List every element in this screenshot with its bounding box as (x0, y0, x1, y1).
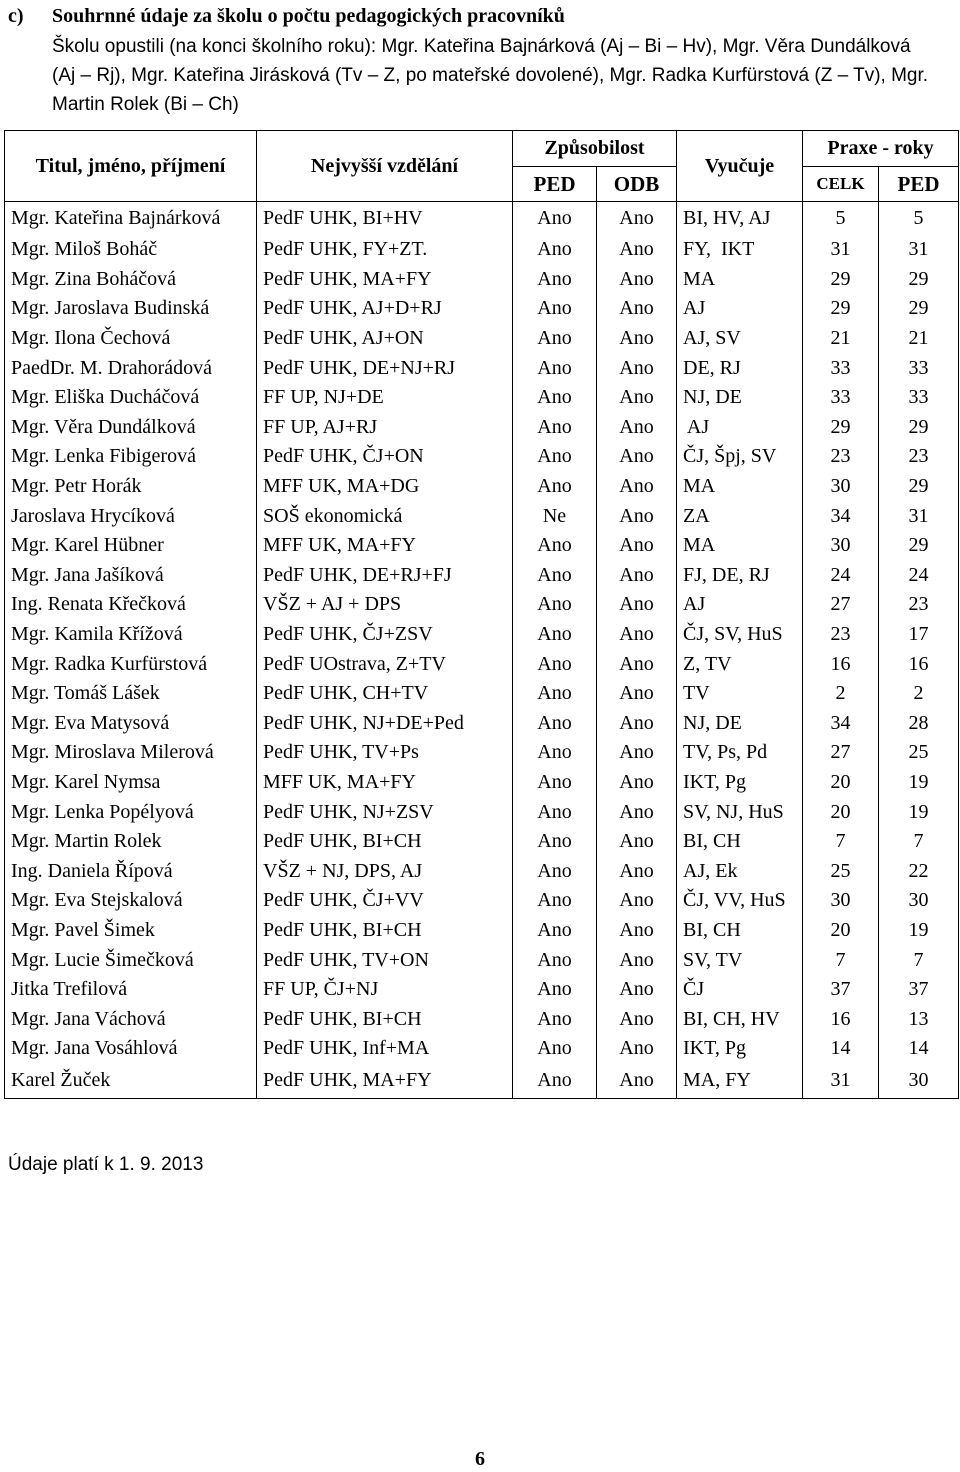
cell-teaches: NJ, DE (677, 383, 803, 413)
cell-odb: Ano (597, 1004, 677, 1034)
cell-ped: Ano (513, 561, 597, 591)
cell-teaches: TV, Ps, Pd (677, 738, 803, 768)
cell-odb: Ano (597, 886, 677, 916)
cell-name: Mgr. Karel Nymsa (5, 768, 257, 798)
cell-education: VŠZ + NJ, DPS, AJ (257, 856, 513, 886)
cell-name: Mgr. Kamila Křížová (5, 620, 257, 650)
cell-teaches: AJ, SV (677, 324, 803, 354)
header-ped: PED (513, 167, 597, 202)
cell-education: PedF UHK, CH+TV (257, 679, 513, 709)
cell-name: Ing. Renata Křečková (5, 590, 257, 620)
cell-education: PedF UHK, BI+CH (257, 1004, 513, 1034)
header-teaches: Vyučuje (677, 131, 803, 202)
cell-teaches: MA (677, 265, 803, 295)
cell-odb: Ano (597, 649, 677, 679)
cell-celk: 2 (803, 679, 879, 709)
header-odb: ODB (597, 167, 677, 202)
table-row (5, 353, 959, 383)
cell-name: Mgr. Lenka Popélyová (5, 797, 257, 827)
cell-celk: 33 (803, 353, 879, 383)
cell-teaches: Z, TV (677, 649, 803, 679)
cell-odb: Ano (597, 235, 677, 265)
cell-practice-ped: 22 (879, 856, 959, 886)
cell-education: PedF UHK, BI+CH (257, 916, 513, 946)
cell-education: PedF UHK, NJ+DE+Ped (257, 709, 513, 739)
cell-practice-ped: 29 (879, 294, 959, 324)
cell-name: Mgr. Eliška Ducháčová (5, 383, 257, 413)
cell-education: FF UP, NJ+DE (257, 383, 513, 413)
cell-celk: 23 (803, 442, 879, 472)
cell-celk: 34 (803, 709, 879, 739)
cell-practice-ped: 23 (879, 442, 959, 472)
cell-odb: Ano (597, 472, 677, 502)
cell-practice-ped: 14 (879, 1034, 959, 1064)
cell-practice-ped: 29 (879, 531, 959, 561)
cell-odb: Ano (597, 827, 677, 857)
cell-teaches: MA (677, 472, 803, 502)
cell-ped: Ano (513, 531, 597, 561)
table-row (5, 472, 959, 502)
cell-odb: Ano (597, 324, 677, 354)
cell-teaches: ČJ (677, 975, 803, 1005)
header-celk: CELK (803, 167, 879, 202)
cell-teaches: BI, HV, AJ (677, 202, 803, 236)
cell-odb: Ano (597, 294, 677, 324)
cell-name: Mgr. Karel Hübner (5, 531, 257, 561)
cell-ped: Ano (513, 768, 597, 798)
cell-celk: 25 (803, 856, 879, 886)
cell-odb: Ano (597, 413, 677, 443)
cell-education: FF UP, ČJ+NJ (257, 975, 513, 1005)
table-row (5, 797, 959, 827)
cell-ped: Ano (513, 916, 597, 946)
cell-odb: Ano (597, 797, 677, 827)
header-name: Titul, jméno, příjmení (5, 131, 257, 202)
cell-name: Mgr. Miroslava Milerová (5, 738, 257, 768)
cell-teaches: IKT, Pg (677, 768, 803, 798)
table-row (5, 501, 959, 531)
staff-table (4, 130, 959, 1099)
header-practice-ped: PED (879, 167, 959, 202)
cell-name: Mgr. Ilona Čechová (5, 324, 257, 354)
cell-ped: Ne (513, 501, 597, 531)
table-row (5, 768, 959, 798)
cell-name: Mgr. Jana Jašíková (5, 561, 257, 591)
cell-practice-ped: 29 (879, 413, 959, 443)
cell-education: PedF UOstrava, Z+TV (257, 649, 513, 679)
cell-education: PedF UHK, BI+HV (257, 202, 513, 236)
cell-celk: 31 (803, 235, 879, 265)
table-row (5, 590, 959, 620)
cell-name: Mgr. Jana Váchová (5, 1004, 257, 1034)
cell-ped: Ano (513, 856, 597, 886)
cell-odb: Ano (597, 353, 677, 383)
cell-practice-ped: 16 (879, 649, 959, 679)
cell-education: PedF UHK, ČJ+ON (257, 442, 513, 472)
cell-education: MFF UK, MA+FY (257, 768, 513, 798)
cell-name: Mgr. Radka Kurfürstová (5, 649, 257, 679)
cell-teaches: DE, RJ (677, 353, 803, 383)
cell-odb: Ano (597, 1064, 677, 1099)
cell-name: Mgr. Tomáš Lášek (5, 679, 257, 709)
table-row (5, 561, 959, 591)
cell-odb: Ano (597, 265, 677, 295)
cell-ped: Ano (513, 202, 597, 236)
cell-odb: Ano (597, 531, 677, 561)
cell-practice-ped: 19 (879, 797, 959, 827)
table-row (5, 709, 959, 739)
cell-education: FF UP, AJ+RJ (257, 413, 513, 443)
cell-education: PedF UHK, AJ+D+RJ (257, 294, 513, 324)
cell-celk: 31 (803, 1064, 879, 1099)
cell-ped: Ano (513, 353, 597, 383)
cell-ped: Ano (513, 472, 597, 502)
table-row (5, 1034, 959, 1064)
cell-celk: 23 (803, 620, 879, 650)
cell-odb: Ano (597, 590, 677, 620)
cell-practice-ped: 24 (879, 561, 959, 591)
cell-teaches: ČJ, Špj, SV (677, 442, 803, 472)
cell-name: Mgr. Martin Rolek (5, 827, 257, 857)
cell-celk: 37 (803, 975, 879, 1005)
table-row (5, 294, 959, 324)
cell-ped: Ano (513, 649, 597, 679)
cell-ped: Ano (513, 265, 597, 295)
cell-celk: 29 (803, 294, 879, 324)
cell-ped: Ano (513, 679, 597, 709)
cell-odb: Ano (597, 383, 677, 413)
cell-name: Mgr. Eva Matysová (5, 709, 257, 739)
table-row (5, 324, 959, 354)
table-row (5, 975, 959, 1005)
cell-practice-ped: 29 (879, 265, 959, 295)
cell-odb: Ano (597, 501, 677, 531)
table-row (5, 413, 959, 443)
cell-practice-ped: 31 (879, 501, 959, 531)
table-row (5, 235, 959, 265)
cell-ped: Ano (513, 975, 597, 1005)
table-row (5, 916, 959, 946)
cell-teaches: ZA (677, 501, 803, 531)
cell-teaches: SV, TV (677, 945, 803, 975)
cell-teaches: ČJ, SV, HuS (677, 620, 803, 650)
cell-education: PedF UHK, NJ+ZSV (257, 797, 513, 827)
cell-name: Mgr. Miloš Boháč (5, 235, 257, 265)
cell-practice-ped: 7 (879, 827, 959, 857)
cell-celk: 5 (803, 202, 879, 236)
cell-odb: Ano (597, 975, 677, 1005)
cell-practice-ped: 33 (879, 353, 959, 383)
cell-ped: Ano (513, 620, 597, 650)
cell-odb: Ano (597, 442, 677, 472)
cell-teaches: TV (677, 679, 803, 709)
table-row (5, 265, 959, 295)
cell-odb: Ano (597, 561, 677, 591)
cell-teaches: AJ (677, 413, 803, 443)
cell-ped: Ano (513, 738, 597, 768)
cell-education: PedF UHK, AJ+ON (257, 324, 513, 354)
cell-odb: Ano (597, 620, 677, 650)
staff-table-body (5, 202, 959, 1099)
cell-teaches: BI, CH (677, 916, 803, 946)
cell-odb: Ano (597, 916, 677, 946)
cell-practice-ped: 25 (879, 738, 959, 768)
cell-education: PedF UHK, Inf+MA (257, 1034, 513, 1064)
cell-practice-ped: 19 (879, 768, 959, 798)
table-row (5, 1004, 959, 1034)
cell-practice-ped: 37 (879, 975, 959, 1005)
cell-education: PedF UHK, BI+CH (257, 827, 513, 857)
cell-odb: Ano (597, 768, 677, 798)
header-practice: Praxe - roky (803, 131, 959, 167)
cell-name: Mgr. Lenka Fibigerová (5, 442, 257, 472)
cell-education: PedF UHK, MA+FY (257, 265, 513, 295)
cell-ped: Ano (513, 383, 597, 413)
cell-practice-ped: 30 (879, 1064, 959, 1099)
validity-note: Údaje platí k 1. 9. 2013 (8, 1154, 204, 1175)
cell-education: PedF UHK, ČJ+VV (257, 886, 513, 916)
cell-ped: Ano (513, 797, 597, 827)
cell-education: PedF UHK, DE+NJ+RJ (257, 353, 513, 383)
cell-ped: Ano (513, 324, 597, 354)
header-education: Nejvyšší vzdělání (257, 131, 513, 202)
cell-education: MFF UK, MA+DG (257, 472, 513, 502)
cell-practice-ped: 23 (879, 590, 959, 620)
cell-name: Karel Žuček (5, 1064, 257, 1099)
table-row (5, 649, 959, 679)
cell-teaches: FY, IKT (677, 235, 803, 265)
cell-name: Mgr. Pavel Šimek (5, 916, 257, 946)
cell-ped: Ano (513, 945, 597, 975)
table-row (5, 827, 959, 857)
cell-practice-ped: 5 (879, 202, 959, 236)
cell-teaches: ČJ, VV, HuS (677, 886, 803, 916)
table-row (5, 886, 959, 916)
cell-ped: Ano (513, 442, 597, 472)
cell-education: PedF UHK, TV+Ps (257, 738, 513, 768)
cell-celk: 24 (803, 561, 879, 591)
table-row (5, 383, 959, 413)
cell-practice-ped: 13 (879, 1004, 959, 1034)
cell-celk: 16 (803, 1004, 879, 1034)
cell-celk: 27 (803, 738, 879, 768)
cell-ped: Ano (513, 235, 597, 265)
cell-odb: Ano (597, 709, 677, 739)
cell-ped: Ano (513, 886, 597, 916)
cell-odb: Ano (597, 945, 677, 975)
cell-celk: 7 (803, 827, 879, 857)
header-qualification: Způsobilost (513, 131, 677, 167)
cell-celk: 27 (803, 590, 879, 620)
cell-odb: Ano (597, 679, 677, 709)
cell-name: Mgr. Věra Dundálková (5, 413, 257, 443)
section-heading (8, 2, 565, 30)
cell-odb: Ano (597, 856, 677, 886)
table-row (5, 531, 959, 561)
cell-celk: 30 (803, 886, 879, 916)
cell-ped: Ano (513, 413, 597, 443)
cell-celk: 14 (803, 1034, 879, 1064)
table-row (5, 738, 959, 768)
cell-name: Jitka Trefilová (5, 975, 257, 1005)
cell-teaches: AJ (677, 294, 803, 324)
table-row (5, 442, 959, 472)
cell-celk: 20 (803, 768, 879, 798)
table-row (5, 1064, 959, 1099)
cell-education: VŠZ + AJ + DPS (257, 590, 513, 620)
cell-education: PedF UHK, DE+RJ+FJ (257, 561, 513, 591)
departed-staff-note: Školu opustili (na konci školního roku): Mgr. Kateřina Bajnárková (Aj – Bi – Hv), Mgr. Věra Dundálková (Aj – Rj), Mgr. Kateřina Jirásková (Tv – Z, po mateřské dovolené), Mgr. Radka Kurfürstová (Z – Tv), Mgr. Martin Rolek (Bi – Ch) (52, 36, 929, 115)
cell-celk: 30 (803, 472, 879, 502)
cell-teaches: MA (677, 531, 803, 561)
cell-odb: Ano (597, 1034, 677, 1064)
cell-teaches: NJ, DE (677, 709, 803, 739)
cell-name: Ing. Daniela Řípová (5, 856, 257, 886)
table-row (5, 620, 959, 650)
page-number: 6 (475, 1448, 485, 1470)
cell-education: SOŠ ekonomická (257, 501, 513, 531)
table-row (5, 679, 959, 709)
cell-practice-ped: 28 (879, 709, 959, 739)
cell-practice-ped: 2 (879, 679, 959, 709)
cell-name: Mgr. Zina Boháčová (5, 265, 257, 295)
cell-name: PaedDr. M. Drahorádová (5, 353, 257, 383)
cell-celk: 7 (803, 945, 879, 975)
table-row (5, 856, 959, 886)
cell-practice-ped: 7 (879, 945, 959, 975)
cell-education: MFF UK, MA+FY (257, 531, 513, 561)
cell-practice-ped: 30 (879, 886, 959, 916)
cell-teaches: AJ, Ek (677, 856, 803, 886)
cell-education: PedF UHK, ČJ+ZSV (257, 620, 513, 650)
table-row (5, 202, 959, 236)
cell-celk: 29 (803, 265, 879, 295)
cell-name: Mgr. Lucie Šimečková (5, 945, 257, 975)
cell-ped: Ano (513, 1004, 597, 1034)
cell-education: PedF UHK, TV+ON (257, 945, 513, 975)
cell-ped: Ano (513, 1064, 597, 1099)
cell-name: Mgr. Eva Stejskalová (5, 886, 257, 916)
cell-celk: 16 (803, 649, 879, 679)
cell-name: Mgr. Petr Horák (5, 472, 257, 502)
cell-education: PedF UHK, MA+FY (257, 1064, 513, 1099)
cell-practice-ped: 21 (879, 324, 959, 354)
cell-odb: Ano (597, 738, 677, 768)
cell-ped: Ano (513, 590, 597, 620)
cell-teaches: BI, CH, HV (677, 1004, 803, 1034)
cell-practice-ped: 17 (879, 620, 959, 650)
section-letter: c) (8, 5, 24, 27)
cell-celk: 29 (803, 413, 879, 443)
cell-teaches: FJ, DE, RJ (677, 561, 803, 591)
cell-teaches: AJ (677, 590, 803, 620)
cell-ped: Ano (513, 294, 597, 324)
table-row (5, 945, 959, 975)
cell-education: PedF UHK, FY+ZT. (257, 235, 513, 265)
cell-practice-ped: 19 (879, 916, 959, 946)
cell-ped: Ano (513, 709, 597, 739)
cell-celk: 33 (803, 383, 879, 413)
cell-ped: Ano (513, 827, 597, 857)
cell-odb: Ano (597, 202, 677, 236)
cell-celk: 34 (803, 501, 879, 531)
cell-celk: 30 (803, 531, 879, 561)
cell-teaches: BI, CH (677, 827, 803, 857)
cell-teaches: MA, FY (677, 1064, 803, 1099)
cell-practice-ped: 33 (879, 383, 959, 413)
cell-teaches: IKT, Pg (677, 1034, 803, 1064)
cell-name: Mgr. Kateřina Bajnárková (5, 202, 257, 236)
section-title: Souhrnné údaje za školu o počtu pedagogických pracovníků (52, 5, 565, 27)
cell-teaches: SV, NJ, HuS (677, 797, 803, 827)
cell-name: Jaroslava Hrycíková (5, 501, 257, 531)
cell-name: Mgr. Jana Vosáhlová (5, 1034, 257, 1064)
cell-celk: 20 (803, 797, 879, 827)
cell-celk: 21 (803, 324, 879, 354)
cell-celk: 20 (803, 916, 879, 946)
cell-ped: Ano (513, 1034, 597, 1064)
cell-name: Mgr. Jaroslava Budinská (5, 294, 257, 324)
cell-practice-ped: 29 (879, 472, 959, 502)
cell-practice-ped: 31 (879, 235, 959, 265)
